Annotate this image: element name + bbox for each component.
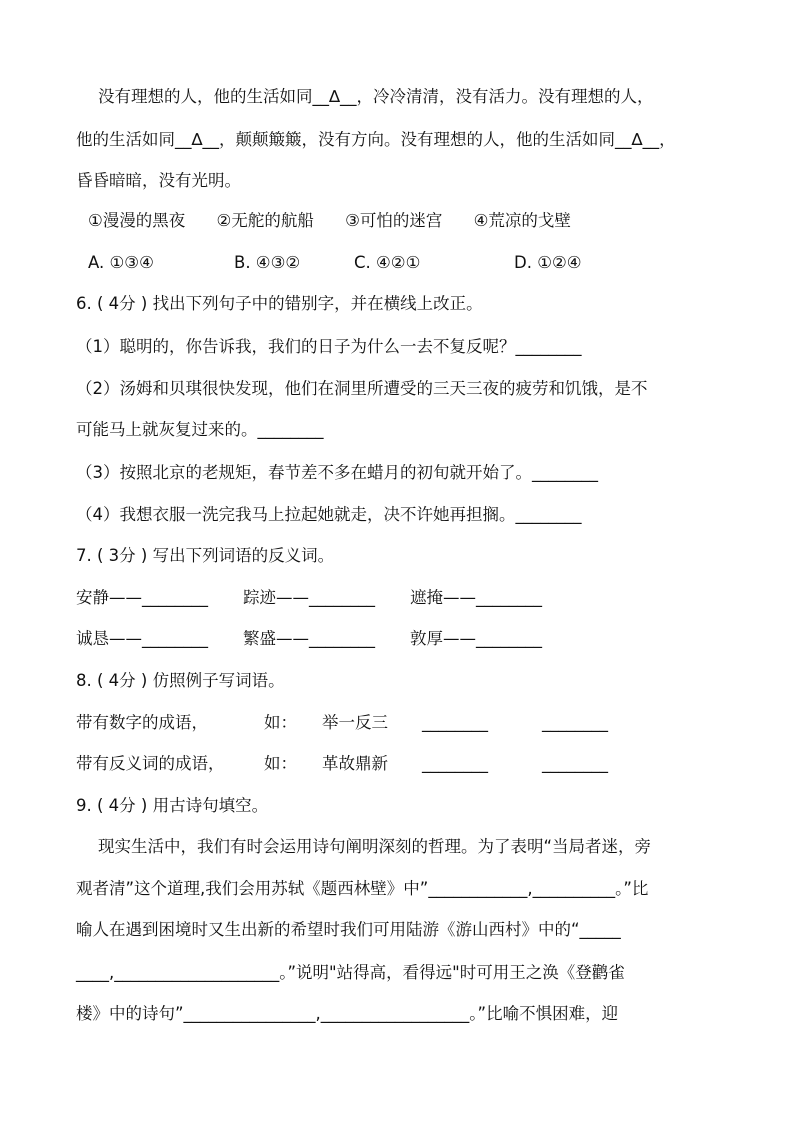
answer-options bbox=[88, 252, 582, 274]
q8-label: 带有数字的成语， bbox=[76, 713, 208, 732]
q8-blank: ________ bbox=[422, 754, 488, 773]
antonym-item: 繁盛——________ bbox=[243, 629, 375, 648]
option-c: C. ④②① bbox=[354, 253, 421, 272]
question-6-title: 6. ( 4分 ) 找出下列句子中的错别字，并在横线上改正。 bbox=[76, 294, 483, 313]
q8-blank: ________ bbox=[542, 713, 608, 732]
q8-prefix: 如： bbox=[264, 713, 297, 732]
q9-line-5: 楼》中的诗句”________________,__________________。”比喻不惧困难，迎 bbox=[76, 1004, 619, 1023]
q6-item-2-cont: 可能马上就灰复过来的。________ bbox=[76, 420, 324, 439]
q9-line-2: 观者清”这个道理,我们会用苏轼《题西林壁》中”____________,__________。”比 bbox=[76, 879, 649, 898]
antonym-item: 遮掩——________ bbox=[410, 588, 542, 607]
choice-1: ①漫漫的黑夜 bbox=[88, 211, 186, 230]
q9-line-1: 现实生活中，我们有时会运用诗句阐明深刻的哲理。为了表明“当局者迷，旁 bbox=[98, 837, 652, 856]
choice-4: ④荒凉的戈壁 bbox=[473, 211, 571, 230]
q8-label: 带有反义词的成语， bbox=[76, 754, 225, 773]
choice-3: ③可怕的迷宫 bbox=[345, 211, 443, 230]
choice-list bbox=[88, 210, 597, 232]
question-7-title: 7. ( 3分 ) 写出下列词语的反义词。 bbox=[76, 546, 335, 565]
q9-line-4: ____,____________________。”说明"站得高，看得远"时可用王之涣《登鹳雀 bbox=[76, 963, 625, 982]
antonym-item: 踪迹——________ bbox=[243, 588, 375, 607]
q6-item-2: （2）汤姆和贝琪很快发现，他们在洞里所遭受的三天三夜的疲劳和饥饿，是不 bbox=[76, 379, 648, 398]
antonym-item: 安静——________ bbox=[76, 588, 208, 607]
passage-line-3: 昏昏暗暗，没有光明。 bbox=[76, 171, 241, 190]
q8-blank: ________ bbox=[542, 754, 608, 773]
option-d: D. ①②④ bbox=[514, 253, 582, 272]
q7-row-1 bbox=[76, 587, 542, 609]
q8-row-2 bbox=[76, 753, 608, 775]
q6-item-1: （1）聪明的，你告诉我，我们的日子为什么一去不复反呢？________ bbox=[76, 337, 582, 356]
q8-prefix: 如： bbox=[264, 754, 297, 773]
q9-line-3: 喻人在遇到困境时又生出新的希望时我们可用陆游《游山西村》中的“_____ bbox=[76, 920, 621, 939]
option-a: A. ①③④ bbox=[88, 253, 154, 272]
q8-blank: ________ bbox=[422, 713, 488, 732]
antonym-item: 诚恳——________ bbox=[76, 629, 208, 648]
q6-item-4: （4）我想衣服一洗完我马上拉起她就走，决不许她再担搁。________ bbox=[76, 505, 582, 524]
q7-row-2 bbox=[76, 628, 542, 650]
question-9-title: 9. ( 4分 ) 用古诗句填空。 bbox=[76, 796, 269, 815]
antonym-item: 敦厚——________ bbox=[410, 629, 542, 648]
option-b: B. ④③② bbox=[234, 253, 301, 272]
choice-2: ②无舵的航船 bbox=[216, 211, 314, 230]
passage-line-2: 他的生活如同__∆__，颠颠簸簸，没有方向。没有理想的人，他的生活如同__∆__， bbox=[76, 130, 676, 149]
q8-row-1 bbox=[76, 712, 608, 734]
q8-example: 革故鼎新 bbox=[322, 754, 388, 773]
q8-example: 举一反三 bbox=[322, 713, 388, 732]
q6-item-3: （3）按照北京的老规矩，春节差不多在蜡月的初旬就开始了。________ bbox=[76, 463, 598, 482]
question-8-title: 8. ( 4分 ) 仿照例子写词语。 bbox=[76, 671, 285, 690]
passage-line-1: 没有理想的人，他的生活如同__∆__，冷冷清清，没有活力。没有理想的人， bbox=[98, 87, 654, 106]
